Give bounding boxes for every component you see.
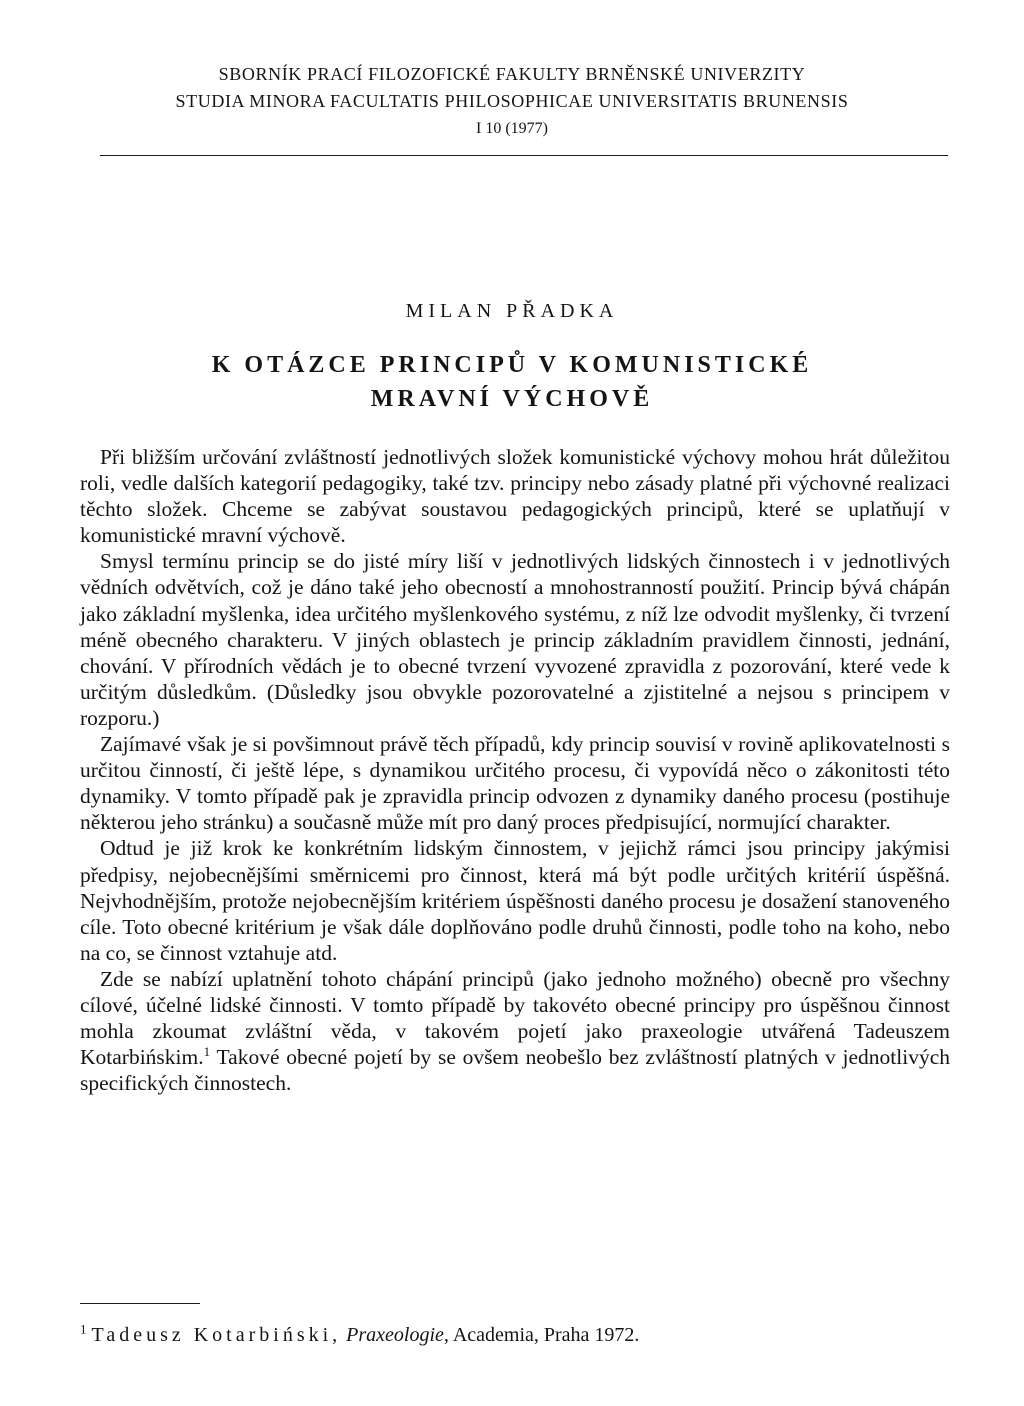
journal-latin-title: STUDIA MINORA FACULTATIS PHILOSOPHICAE UNIVERSITATIS BRUNENSIS [175,91,849,111]
article-author: MILAN PŘADKA [405,300,619,322]
paragraph-continuation: Takové obecné pojetí by se ovšem neobešlo bez zvláštností platných v jednotlivých specifických činnostech. [80,1045,950,1096]
journal-title: SBORNÍK PRACÍ FILOZOFICKÉ FAKULTY BRNĚNSKÉ UNIVERZITY [218,64,806,84]
footnote-number: 1 [80,1321,87,1337]
article-title-line1: K OTÁZCE PRINCIPŮ V KOMUNISTICKÉ [211,352,813,378]
footnote-reference[interactable]: 1 [203,1044,211,1059]
header-divider [100,155,948,156]
footnote-author: Tadeusz Kotarbiński, [91,1324,342,1346]
footnote-work-title: Praxeologie, [346,1324,449,1346]
article-body [80,444,950,1096]
footnote-publisher: Academia, Praha 1972. [452,1324,640,1346]
paragraph: Odtud je již krok ke konkrétním lidským činnostem, v jejichž rámci jsou principy jakýmisi předpisy, nejobecnějšími směrnicemi pro činnost, která má být podle určitých kritérií úspěšná. Nejvhodnějším, protože nejobecnějším kritériem úspěšnosti daného procesu je dosažení stanoveného cíle. Toto obecné kritérium je však dále doplňováno podle druhů činnosti, podle toho na koho, nebo na co, se činnost vztahuje atd. [80,836,950,965]
paragraph: Smysl termínu princip se do jisté míry liší v jednotlivých lidských činnostech i v jednotlivých vědních odvětvích, což je dáno také jeho obecností a mnohostranností použití. Princip bývá chápán jako základní myšlenka, idea určitého myšlenkového systému, z níž lze odvodit myšlenky, či tvrzení méně obecného charakteru. V jiných oblastech je princip základním pravidlem činnosti, jednání, chování. V přírodních vědách je to obecné tvrzení vyvozené zpravidla z pozorování, které vede k určitým důsledkům. (Důsledky jsou obvykle pozorovatelné a zjistitelné a nejsou s principem v rozporu.) [80,549,950,730]
footnote-divider [80,1303,200,1304]
paragraph-text: Zde se nabízí uplatnění tohoto chápání principů (jako jednoho možného) obecně pro všechny cílové, účelné lidské činnosti. V tomto případě by takovéto obecné principy pro úspěšnou činnost mohla zkoumat zvláštní věda, v takovém pojetí jako praxeologie utvářená Tadeuszem Kotarbińskim. [80,966,950,1070]
article-title-line2: MRAVNÍ VÝCHOVĚ [370,386,654,412]
footnote [80,1323,950,1347]
journal-volume: I 10 (1977) [476,120,548,137]
paragraph [80,966,950,1096]
paragraph: Zajímavé však je si povšimnout právě těch případů, kdy princip souvisí v rovině aplikovatelnosti s určitou činností, či ještě lépe, s dynamikou určitého procesu, či vypovídá něco o zákonitosti této dynamiky. V tomto případě pak je zpravidla princip odvozen z dynamiky daného procesu (postihuje některou jeho stránku) a současně může mít pro daný proces předpisující, normující charakter. [80,732,950,835]
paragraph: Při bližším určování zvláštností jednotlivých složek komunistické výchovy mohou hrát důležitou roli, vedle dalších kategorií pedagogiky, také tzv. principy nebo zásady platné při výchovné realizaci těchto složek. Chceme se zabývat soustavou pedagogických principů, které se uplatňují v komunistické mravní výchově. [80,445,950,548]
